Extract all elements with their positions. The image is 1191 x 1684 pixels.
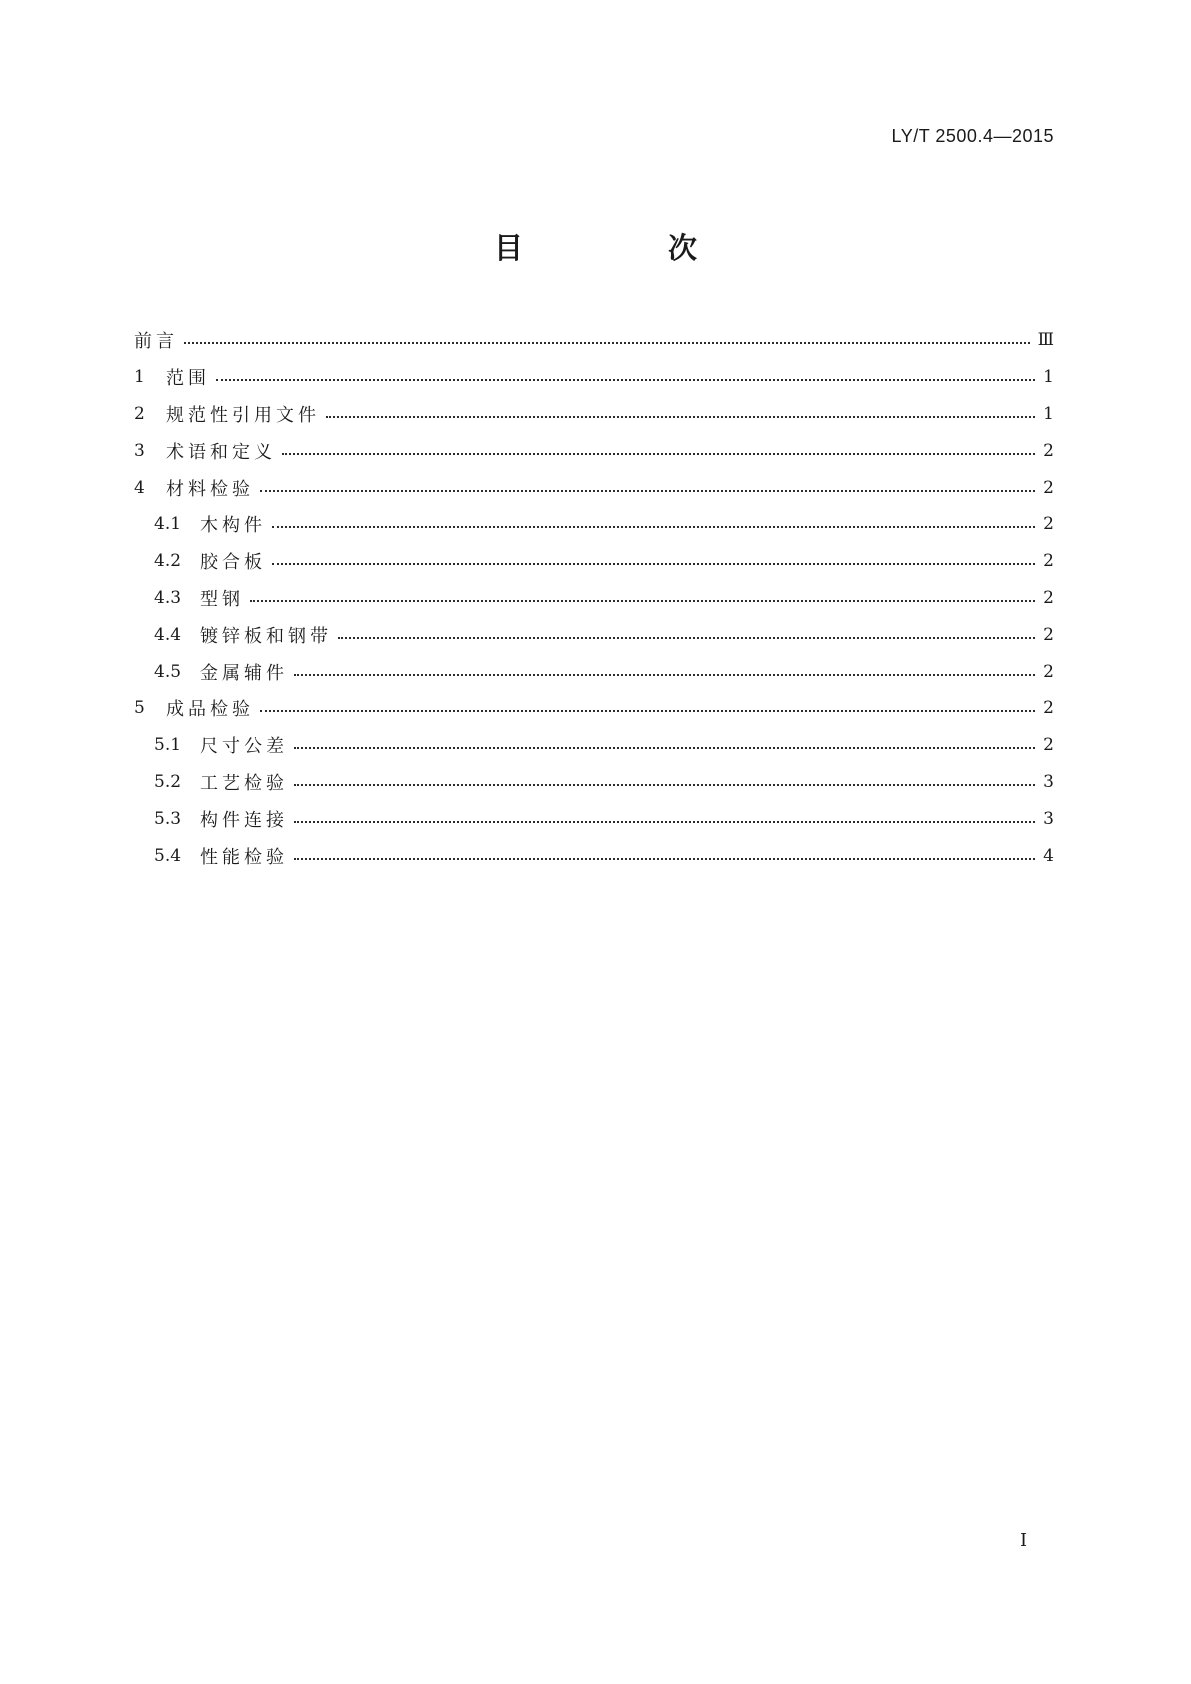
toc-entry-5-3[interactable] [134,800,1054,837]
toc-leader-dots [294,672,1035,676]
toc-entry-text: 工艺检验 [200,772,288,794]
toc-entry-foreword[interactable] [134,322,1054,359]
toc-entry-5[interactable] [134,690,1054,727]
table-of-contents [134,322,1054,874]
toc-leader-dots [282,451,1035,455]
toc-entry-text: 构件连接 [200,809,288,831]
toc-entry-4-2[interactable] [134,543,1054,580]
toc-entry-page: 2 [1043,587,1054,608]
toc-entry-4-4[interactable] [134,616,1054,653]
toc-entry-number: 4 [134,477,145,498]
toc-entry-text: 金属辅件 [200,662,288,684]
toc-leader-dots [326,414,1035,418]
toc-entry-text: 材料检验 [166,478,254,500]
toc-entry-number: 3 [134,440,145,461]
toc-entry-number: 5.2 [154,771,182,792]
toc-entry-number: 5.3 [154,808,182,829]
toc-leader-dots [294,819,1035,823]
toc-entry-5-2[interactable] [134,764,1054,801]
toc-entry-page: 1 [1043,403,1054,424]
toc-entry-5-1[interactable] [134,727,1054,764]
toc-leader-dots [216,377,1035,381]
toc-entry-number: 2 [134,403,145,424]
toc-entry-page: 2 [1043,514,1054,535]
toc-entry-page: 2 [1043,735,1054,756]
toc-entry-number: 4.3 [154,587,182,608]
page-title: 目 次 [493,231,755,265]
toc-entry-number: 4.2 [154,551,182,572]
toc-entry-text: 前言 [134,331,178,353]
toc-entry-number: 5 [134,698,145,719]
toc-entry-page: 3 [1043,808,1054,829]
toc-entry-page: Ⅲ [1037,330,1054,351]
toc-entry-number: 1 [134,367,145,388]
toc-entry-number: 4.1 [154,514,182,535]
toc-entry-text: 性能检验 [200,846,288,868]
toc-entry-page: 2 [1043,624,1054,645]
toc-entry-4[interactable] [134,469,1054,506]
toc-entry-page: 2 [1043,551,1054,572]
page-number: I [1020,1530,1028,1551]
toc-leader-dots [294,745,1035,749]
toc-entry-1[interactable] [134,359,1054,396]
toc-entry-text: 成品检验 [166,699,254,721]
toc-leader-dots [272,561,1035,565]
toc-entry-number: 4.4 [154,624,182,645]
toc-entry-text: 胶合板 [200,552,266,574]
toc-entry-number: 4.5 [154,661,182,682]
toc-leader-dots [184,340,1030,344]
toc-entry-5-4[interactable] [134,837,1054,874]
toc-leader-dots [260,708,1035,712]
toc-entry-4-3[interactable] [134,580,1054,617]
toc-leader-dots [294,782,1035,786]
toc-entry-page: 2 [1043,477,1054,498]
toc-entry-page: 1 [1043,367,1054,388]
toc-entry-page: 2 [1043,698,1054,719]
toc-entry-text: 术语和定义 [166,441,276,463]
toc-leader-dots [338,635,1035,639]
toc-entry-page: 2 [1043,661,1054,682]
toc-entry-4-1[interactable] [134,506,1054,543]
toc-entry-text: 镀锌板和钢带 [200,625,332,647]
toc-entry-text: 型钢 [200,588,244,610]
toc-leader-dots [272,524,1035,528]
toc-entry-page: 3 [1043,771,1054,792]
toc-entry-3[interactable] [134,432,1054,469]
toc-leader-dots [250,598,1035,602]
toc-entry-text: 范围 [166,368,210,390]
toc-entry-2[interactable] [134,396,1054,433]
toc-leader-dots [260,488,1035,492]
toc-entry-4-5[interactable] [134,653,1054,690]
toc-entry-page: 4 [1043,845,1054,866]
toc-entry-text: 规范性引用文件 [166,404,320,426]
standard-code: LY/T 2500.4—2015 [891,126,1054,146]
toc-entry-text: 尺寸公差 [200,736,288,758]
toc-leader-dots [294,856,1035,860]
toc-entry-number: 5.4 [154,845,182,866]
toc-entry-text: 木构件 [200,515,266,537]
toc-entry-page: 2 [1043,440,1054,461]
toc-entry-number: 5.1 [154,735,182,756]
